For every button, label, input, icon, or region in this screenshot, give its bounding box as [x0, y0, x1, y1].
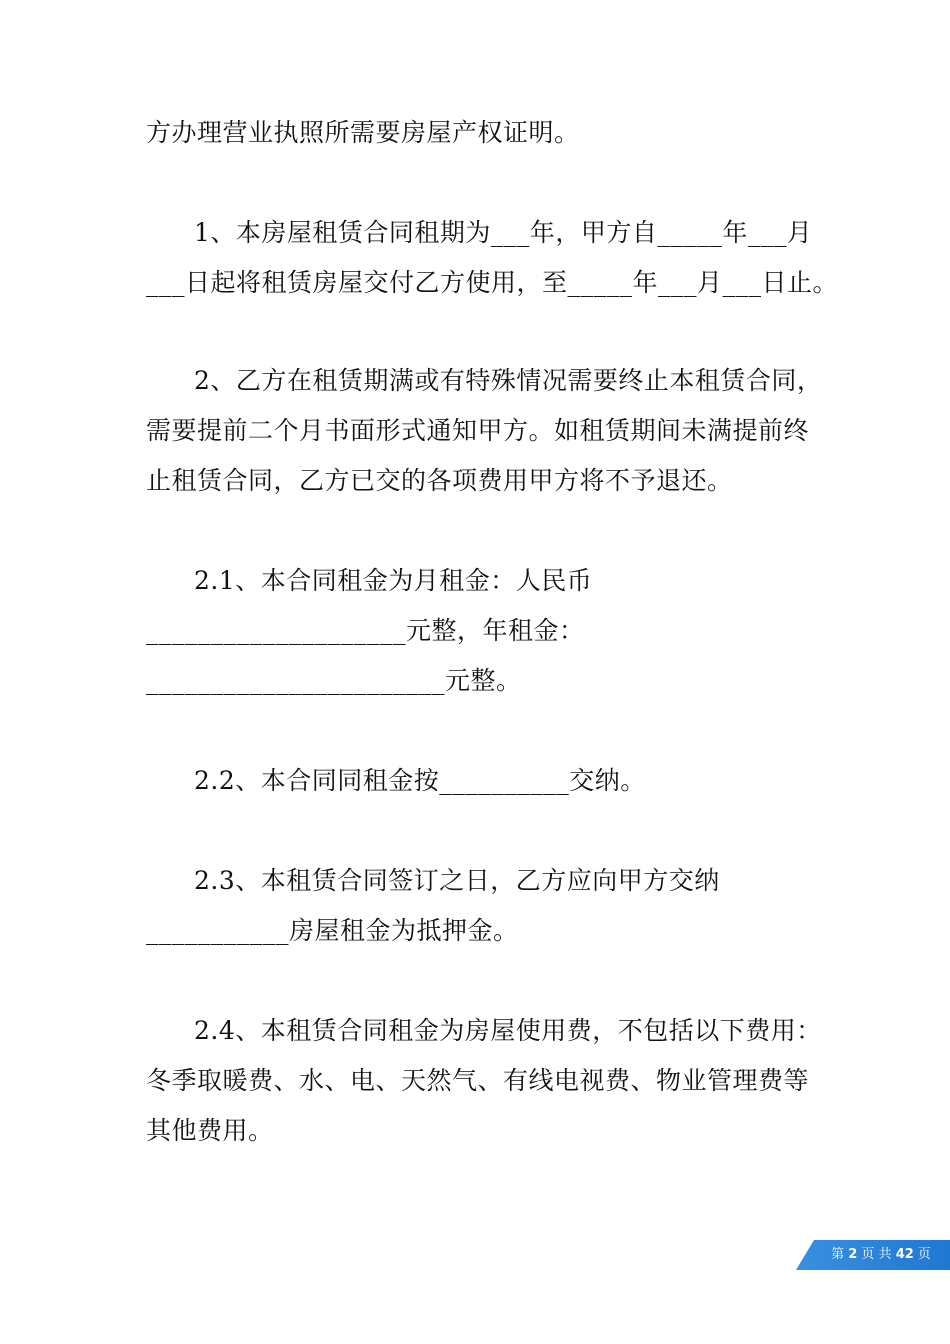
page-suffix: 页: [917, 1247, 931, 1262]
text-line-4: 2、乙方在租赁期满或有特殊情况需要终止本租赁合同，: [194, 366, 823, 395]
text-line-11: 2.3、本租赁合同签订之日，乙方应向甲方交纳: [194, 866, 720, 895]
current-page-number: 2: [848, 1247, 858, 1262]
text-line-5: 需要提前二个月书面形式通知甲方。如租赁期间未满提前终: [146, 416, 810, 445]
text-line-9: _______________________元整。: [146, 666, 522, 695]
page-prefix: 第: [831, 1247, 845, 1262]
page-middle-text: 页 共: [861, 1247, 892, 1262]
text-line-1: 方办理营业执照所需要房屋产权证明。: [146, 118, 580, 147]
text-line-10: 2.2、本合同同租金按__________交纳。: [194, 766, 646, 795]
text-line-8: ____________________元整，年租金：: [146, 616, 585, 645]
text-line-15: 其他费用。: [146, 1116, 274, 1145]
text-line-2: 1、本房屋租赁合同租期为___年，甲方自_____年___月: [194, 218, 813, 247]
text-line-6: 止租赁合同，乙方已交的各项费用甲方将不予退还。: [146, 466, 733, 495]
text-line-3: ___日起将租赁房屋交付乙方使用，至_____年___月___日止。: [146, 268, 839, 297]
text-line-14: 冬季取暖费、水、电、天然气、有线电视费、物业管理费等: [146, 1066, 810, 1095]
text-line-13: 2.4、本租赁合同租金为房屋使用费，不包括以下费用：: [194, 1016, 822, 1045]
text-line-12: ___________房屋租金为抵押金。: [146, 916, 519, 945]
text-line-7: 2.1、本合同租金为月租金：人民币: [194, 566, 593, 595]
page-number-indicator: [818, 1240, 944, 1270]
total-pages-number: 42: [895, 1247, 914, 1262]
